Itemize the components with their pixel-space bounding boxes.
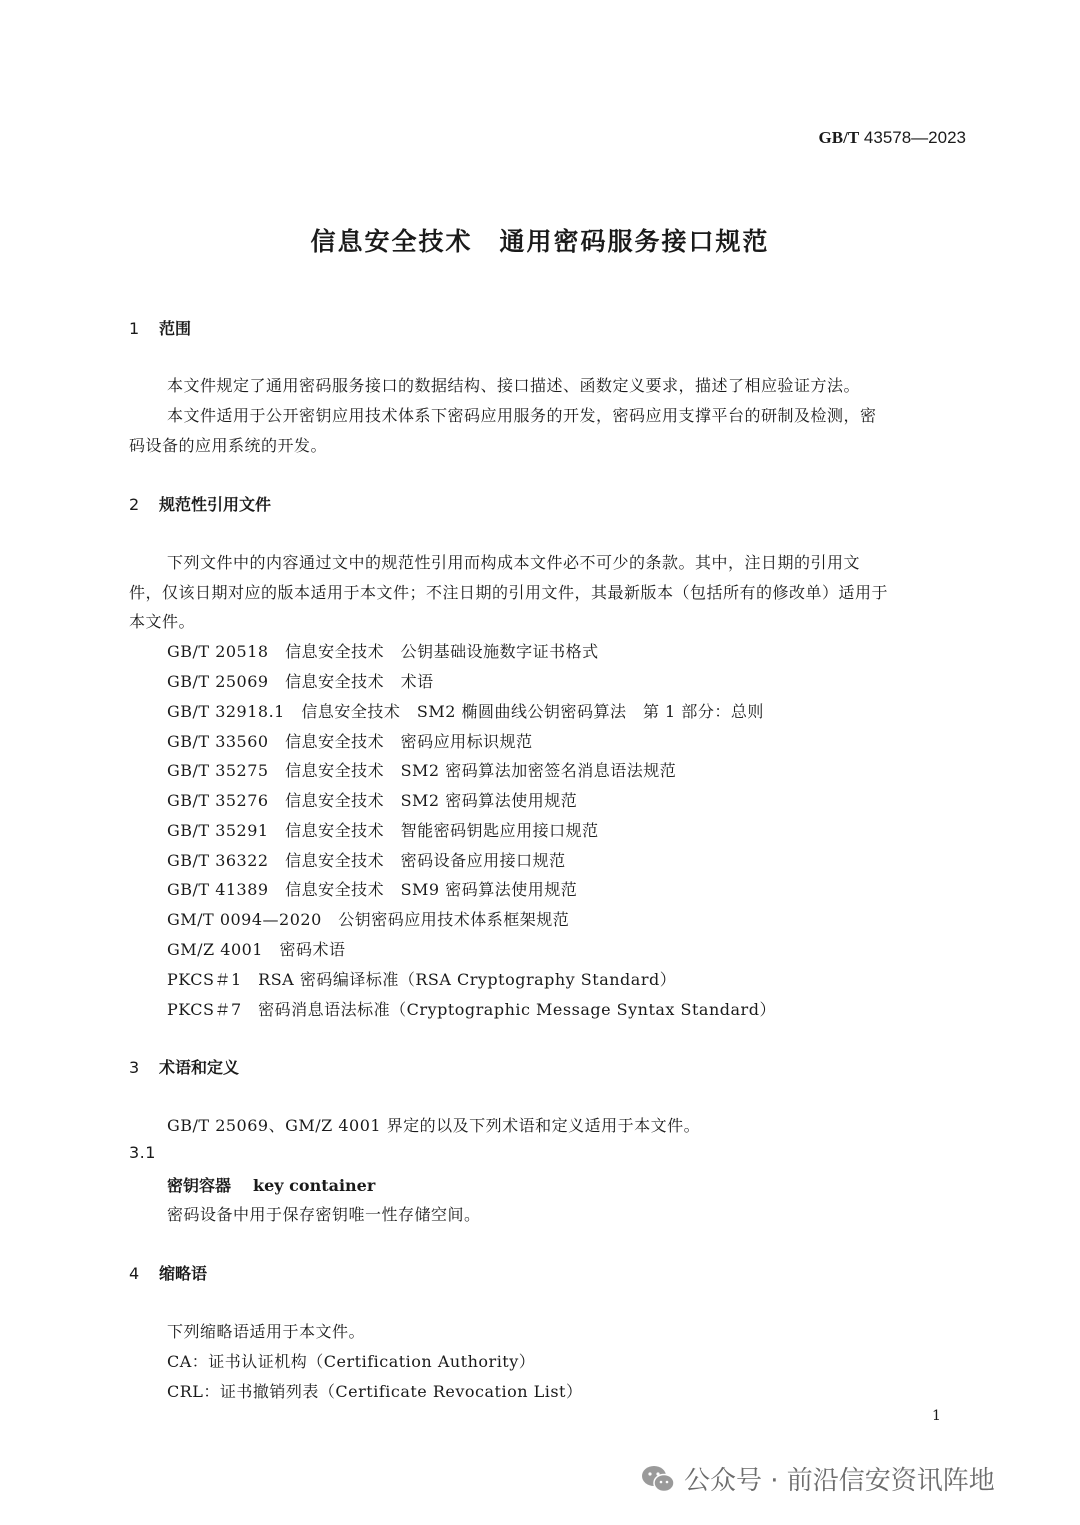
scope-paragraph-1: 本文件规定了通用密码服务接口的数据结构、接口描述、函数定义要求，描述了相应验证方法。 xyxy=(167,376,861,395)
standard-prefix: GB/T xyxy=(818,128,860,147)
standard-number xyxy=(819,128,966,148)
document-title: 信息安全技术 通用密码服务接口规范 xyxy=(310,227,770,256)
wechat-watermark xyxy=(640,1460,995,1497)
section-3-heading xyxy=(129,1055,239,1078)
section-number: 1 xyxy=(129,319,140,338)
normative-intro-line-1: 下列文件中的内容通过文中的规范性引用而构成本文件必不可少的条款。其中，注日期的引用文 xyxy=(167,553,861,572)
reference-item: GB/T 20518 信息安全技术 公钥基础设施数字证书格式 xyxy=(167,642,599,661)
page-number: 1 xyxy=(932,1408,941,1424)
term-english: key container xyxy=(253,1176,376,1195)
terms-intro: GB/T 25069、GM/Z 4001 界定的以及下列术语和定义适用于本文件。 xyxy=(167,1116,701,1135)
section-title: 术语和定义 xyxy=(159,1058,240,1077)
normative-intro-line-2: 件，仅该日期对应的版本适用于本文件；不注日期的引用文件，其最新版本（包括所有的修改单）适用于 xyxy=(129,583,889,602)
reference-item: GM/T 0094—2020 公钥密码应用技术体系框架规范 xyxy=(167,910,570,929)
section-1-heading xyxy=(129,316,191,339)
reference-item: GB/T 25069 信息安全技术 术语 xyxy=(167,672,434,691)
wechat-icon xyxy=(640,1464,676,1494)
term-number: 3.1 xyxy=(129,1143,156,1162)
reference-item: GB/T 32918.1 信息安全技术 SM2 椭圆曲线公钥密码算法 第 1 部分：总则 xyxy=(167,702,764,721)
reference-item: PKCS＃7 密码消息语法标准（Cryptographic Message Syntax Standard） xyxy=(167,1000,776,1019)
reference-item: GB/T 33560 信息安全技术 密码应用标识规范 xyxy=(167,732,533,751)
scope-paragraph-2-line-2: 码设备的应用系统的开发。 xyxy=(129,436,328,455)
section-2-heading xyxy=(129,492,271,515)
reference-item: GB/T 35276 信息安全技术 SM2 密码算法使用规范 xyxy=(167,791,578,810)
abbreviations-intro: 下列缩略语适用于本文件。 xyxy=(167,1322,366,1341)
section-title: 规范性引用文件 xyxy=(159,495,272,514)
term-heading xyxy=(167,1173,375,1196)
section-4-heading xyxy=(129,1261,207,1284)
reference-item: PKCS＃1 RSA 密码编译标准（RSA Cryptography Standard） xyxy=(167,970,677,989)
section-number: 3 xyxy=(129,1058,140,1077)
abbreviation-item: CRL：证书撤销列表（Certificate Revocation List） xyxy=(167,1382,583,1401)
standard-code: 43578—2023 xyxy=(863,128,966,147)
section-number: 2 xyxy=(129,495,140,514)
term-chinese: 密钥容器 xyxy=(167,1176,232,1195)
section-number: 4 xyxy=(129,1264,140,1283)
scope-paragraph-2-line-1: 本文件适用于公开密钥应用技术体系下密码应用服务的开发，密码应用支撑平台的研制及检测，密 xyxy=(167,406,877,425)
reference-item: GB/T 36322 信息安全技术 密码设备应用接口规范 xyxy=(167,851,566,870)
term-definition: 密码设备中用于保存密钥唯一性存储空间。 xyxy=(167,1205,481,1224)
reference-item: GB/T 35291 信息安全技术 智能密码钥匙应用接口规范 xyxy=(167,821,599,840)
reference-item: GB/T 41389 信息安全技术 SM9 密码算法使用规范 xyxy=(167,880,578,899)
reference-item: GB/T 35275 信息安全技术 SM2 密码算法加密签名消息语法规范 xyxy=(167,761,677,780)
abbreviation-item: CA：证书认证机构（Certification Authority） xyxy=(167,1352,536,1371)
watermark-text: 公众号 · 前沿信安资讯阵地 xyxy=(684,1466,995,1496)
section-title: 缩略语 xyxy=(159,1264,208,1283)
section-title: 范围 xyxy=(159,319,192,338)
normative-intro-line-3: 本文件。 xyxy=(129,612,196,631)
reference-item: GM/Z 4001 密码术语 xyxy=(167,940,346,959)
